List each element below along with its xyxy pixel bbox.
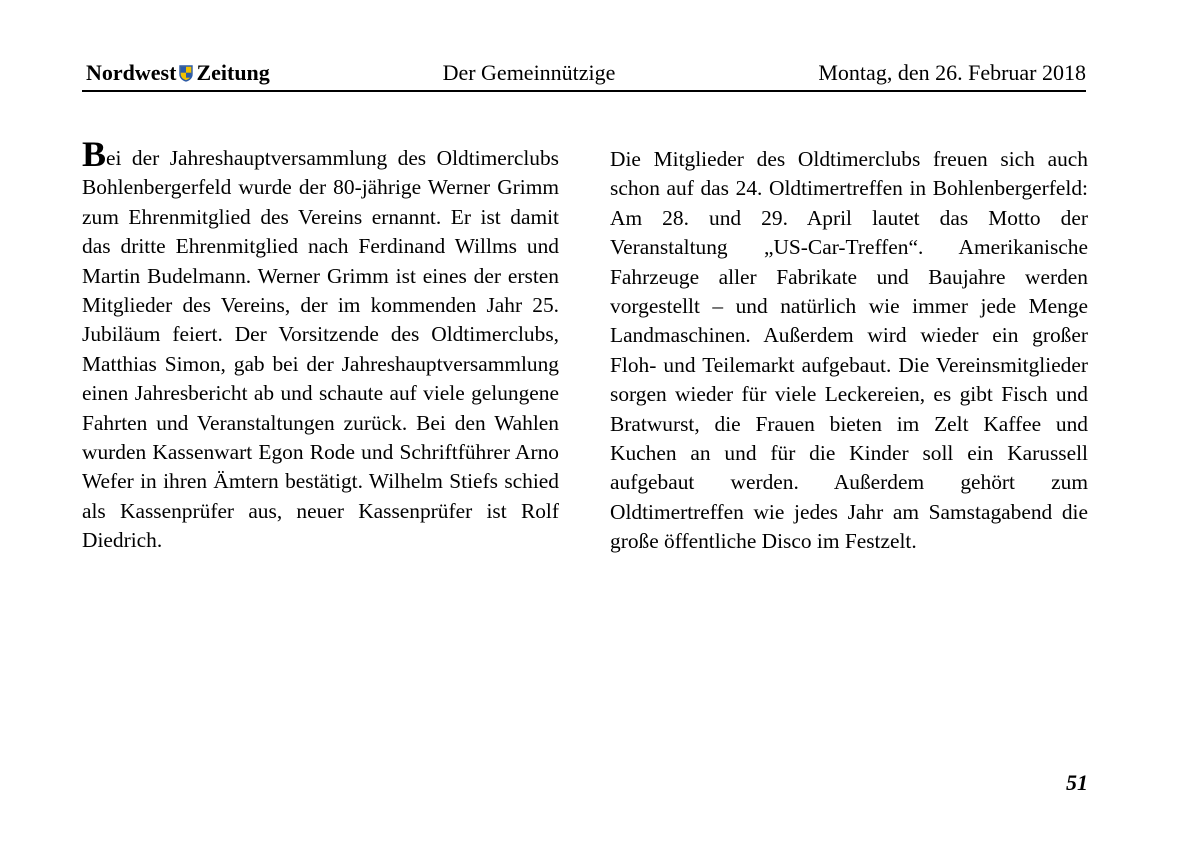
section-title: Der Gemeinnützige (442, 60, 616, 85)
article-column-right (610, 145, 1088, 557)
page-header (82, 56, 1086, 92)
drop-cap: B (82, 134, 107, 174)
masthead-right: Zeitung (196, 60, 270, 85)
masthead-left: Nordwest (86, 60, 177, 85)
article-paragraph (82, 134, 559, 556)
article-text-right: Die Mitglieder des Oldtimerclubs freuen sich auch schon auf das 24. Oldtimertreffen in Bohlenbergerfeld: Am 28. und 29. April lautet das Motto der Veranstaltung „US-Car-Treffen“. Amerikanische Fahrzeuge aller Fabrikate und Baujahre werden vorgestellt – und natürlich wie immer jede Menge Landmaschinen. Außerdem wird wieder ein großer Floh- und Teilemarkt aufgebaut. Die Vereinsmitglieder sorgen wieder für viele Leckereien, es gibt Fisch und Bratwurst, die Frauen bieten im Zelt Kaffee und Kuchen an und für die Kinder soll ein Karussell aufgebaut werden. Außerdem gehört zum Oldtimertreffen wie jedes Jahr am Samstagabend die große öffentliche Disco im Festzelt. (610, 147, 1088, 554)
issue-date: Montag, den 26. Februar 2018 (818, 60, 1086, 85)
article-column-left (82, 134, 559, 556)
page-number: 51 (1066, 770, 1088, 795)
article-text-left: ei der Jahreshauptversammlung des Oldtimerclubs Bohlenbergerfeld wurde der 80-jährige Werner Grimm zum Ehrenmitglied des Vereins ernannt. Er ist damit das dritte Ehrenmitglied nach Ferdinand Willms und Martin Budelmann. Werner Grimm ist eines der ersten Mitglieder des Vereins, der im kommenden Jahr 25. Jubiläum feiert. Der Vorsitzende des Oldtimerclubs, Matthias Simon, gab bei der Jahreshauptversammlung einen Jahresbericht ab und schaute auf viele gelungene Fahrten und Veranstaltungen zurück. Bei den Wahlen wurden Kassenwart Egon Rode und Schriftführer Arno Wefer in ihren Ämtern bestätigt. Wilhelm Stiefs schied als Kassenprüfer aus, neuer Kassenprüfer ist Rolf Diedrich. (82, 146, 559, 553)
